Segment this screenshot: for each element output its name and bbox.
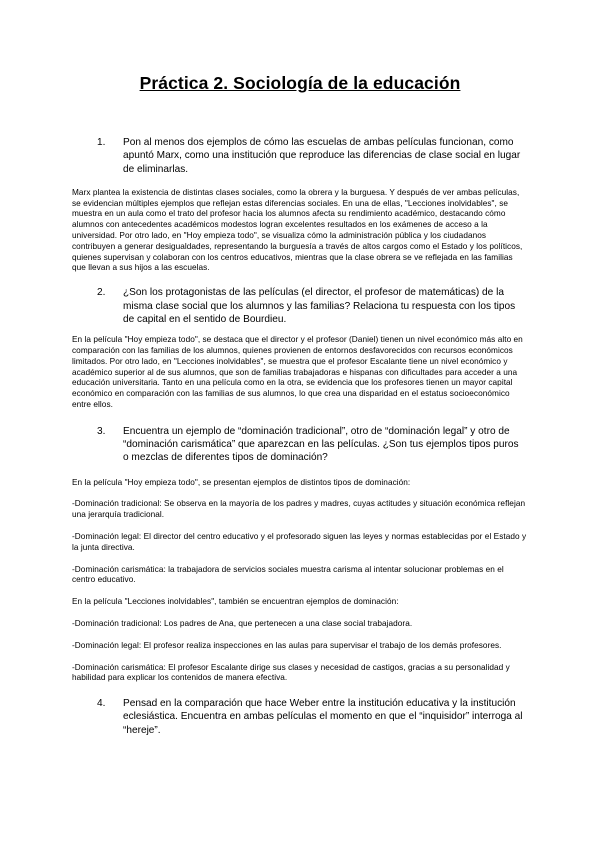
question-number: 2. xyxy=(97,287,106,299)
question-text: Pensad en la comparación que hace Weber entre la institución educativa y la institución eclesiástica. Encuentra en ambas películas el momento en que el “inquisidor” interroga al “hereje”. xyxy=(123,698,523,736)
question-text: Encuentra un ejemplo de “dominación tradicional”, otro de “dominación legal” y otro de “dominación carismática” que aparezcan en las películas. ¿Son tus ejemplos tipos puros o mezclas de diferentes tipos de dominación? xyxy=(123,425,519,464)
question-number: 3. xyxy=(97,425,106,437)
answer-3-legal: -Dominación legal: El director del centro educativo y el profesorado siguen las leyes y normas establecidas por el Estado y la junta directiva. xyxy=(72,532,527,552)
question-1 xyxy=(97,136,526,176)
question-3 xyxy=(97,425,526,465)
question-4 xyxy=(97,697,526,737)
answer-3-legal-2: -Dominación legal: El profesor realiza inspecciones en las aulas para supervisar el trabajo de los demás profesores. xyxy=(72,640,502,650)
question-2 xyxy=(97,286,526,326)
page-title: Práctica 2. Sociología de la educación xyxy=(139,73,461,93)
answer-3-charismatic-2: -Dominación carismática: El profesor Escalante dirige sus clases y necesidad de castigos, gracias a su personalidad y habilidad para explicar los contenidos de manera efectiva. xyxy=(72,662,510,683)
answer-3-traditional: -Dominación tradicional: Se observa en la mayoría de los padres y madres, cuyas actitudes y situación económica reflejan una jerarquía tradicional. xyxy=(72,499,526,520)
answer-1: Marx plantea la existencia de distintas clases sociales, como la obrera y la burguesa. Y después de ver ambas películas, se evidencian múltiples ejemplos que reflejan estas diferencias sociales. En una de ellas, "Lecciones inolvidables", se muestra en un aula como el trato del profesor hacia los alumnos afecta su rendimiento académico, destacando cómo alumnos con antecedentes académicos modestos logran excelentes resultados en los exámenes de acceso a la universidad. Por otro lado, en "Hoy empieza todo", se visualiza cómo la administración pública y los ciudadanos contribuyen a generar desigualdades, representando la burguesía a través de altos cargos como el Estado y los políticos, quienes supervisan y colaboran con los centros educativos, mientras que la clase obrera se ve reflejada en las familias que llevan a sus hijos a las escuelas. xyxy=(72,187,523,273)
question-number: 4. xyxy=(97,698,106,710)
answer-3-intro-2: En la película "Lecciones inolvidables", también se encuentran ejemplos de dominación: xyxy=(72,597,399,607)
question-number: 1. xyxy=(97,137,106,148)
answer-3-intro: En la película "Hoy empieza todo", se presentan ejemplos de distintos tipos de dominación: xyxy=(72,477,411,487)
answer-2: En la película "Hoy empieza todo", se destaca que el director y el profesor (Daniel) tienen un nivel económico más alto en comparación con las familias de los alumnos, quienes provienen de entornos desfavorecidos con recursos económicos limitados. Por otro lado, en "Lecciones inolvidables", se muestra que el profesor Escalante tiene un nivel económico y académico superior al de sus alumnos, que son de familias trabajadoras e hispanas con dificultades para acceder a una educación universitaria. Tanto en una película como en la otra, se evidencia que los profesores tienen un mayor capital económico en comparación con las familias de sus alumnos, lo que crea una disparidad en el estatus socioeconómico entre ellos. xyxy=(72,335,523,409)
question-text: ¿Son los protagonistas de las películas (el director, el profesor de matemáticas) de la misma clase social que los alumnos y las familias? Relaciona tu respuesta con los tipos de capital en el sentido de Bourdieu. xyxy=(123,287,516,325)
answer-3-charismatic: -Dominación carismática: la trabajadora de servicios sociales muestra carisma al intentar solucionar problemas en el centro educativo. xyxy=(72,564,504,585)
answer-3-traditional-2: -Dominación tradicional: Los padres de Ana, que pertenecen a una clase social trabajadora. xyxy=(72,619,413,628)
question-text: Pon al menos dos ejemplos de cómo las escuelas de ambas películas funcionan, como apuntó Marx, como una institución que reproduce las diferencias de clase social en lugar de eliminarlas. xyxy=(123,137,521,175)
